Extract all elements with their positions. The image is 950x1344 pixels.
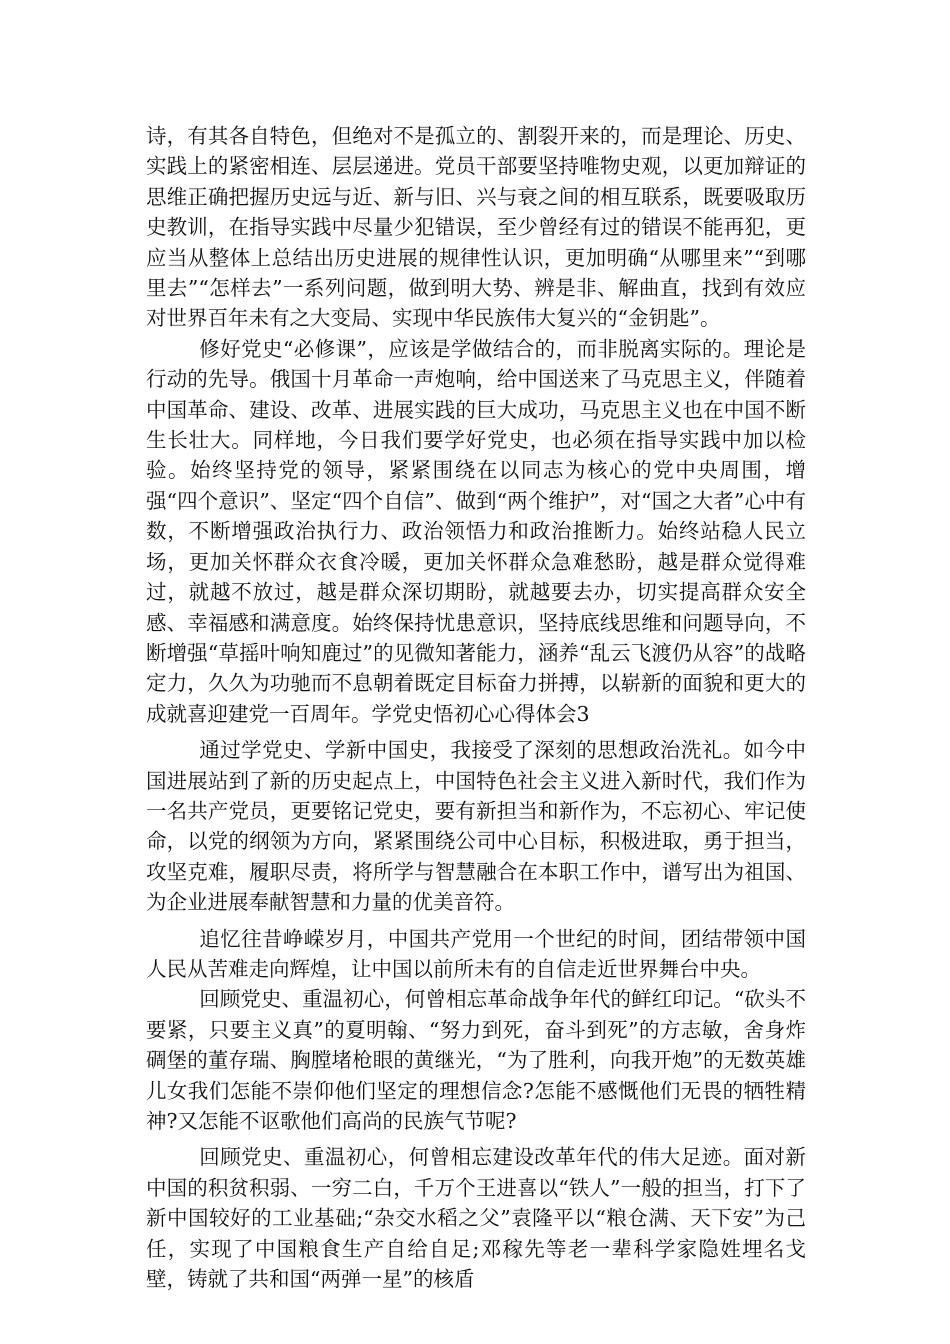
- paragraph: 通过学党史、学新中国史，我接受了深刻的思想政治洗礼。如今中国进展站到了新的历史起点上，中国特色社会主义进入新时代，我们作为一名共产党员，更要铭记党史，要有新担当和新作为，不忘初心、牢记使命，以党的纲领为方向，紧紧围绕公司中心目标，积极进取，勇于担当，攻坚克难，履职尽责，将所学与智慧融合在本职工作中，谱写出为祖国、为企业进展奉献智慧和力量的优美音符。: [146, 738, 806, 915]
- document-body: [146, 121, 806, 1294]
- paragraph: 诗，有其各自特色，但绝对不是孤立的、割裂开来的，而是理论、历史、实践上的紧密相连、层层递进。党员干部要坚持唯物史观，以更加辩证的思维正确把握历史远与近、新与旧、兴与衰之间的相互联系，既要吸取历史教训，在指导实践中尽量少犯错误，至少曾经有过的错误不能再犯，更应当从整体上总结出历史进展的规律性认识，更加明确“从哪里来”“到哪里去”“怎样去”一系列问题，做到明大势、辨是非、解曲直，找到有效应对世界百年未有之大变局、实现中华民族伟大复兴的“金钥匙”。: [146, 124, 806, 331]
- paragraph: 回顾党史、重温初心，何曾相忘革命战争年代的鲜红印记。“砍头不要紧，只要主义真”的夏明翰、“努力到死，奋斗到死”的方志敏，舍身炸碉堡的董存瑞、胸膛堵枪眼的黄继光，“为了胜利，向我开炮”的无数英雄儿女我们怎能不崇仰他们坚定的理想信念?怎能不感慨他们无畏的牺牲精神?又怎能不讴歌他们高尚的民族气节呢?: [146, 987, 806, 1133]
- paragraph: 修好党史“必修课”，应该是学做结合的，而非脱离实际的。理论是行动的先导。俄国十月革命一声炮响，给中国送来了马克思主义，伴随着中国革命、建设、改革、进展实践的巨大成功，马克思主义也在中国不断生长壮大。同样地，今日我们要学好党史，也必须在指导实践中加以检验。始终坚持党的领导，紧紧围绕在以同志为核心的党中央周围，增强“四个意识”、坚定“四个自信”、做到“两个维护”，对“国之大者”心中有数，不断增强政治执行力、政治领悟力和政治推断力。始终站稳人民立场，更加关怀群众衣食冷暖，更加关怀群众急难愁盼，越是群众觉得难过，就越不放过，越是群众深切期盼，就越要去办，切实提高群众安全感、幸福感和满意度。始终保持忧患意识，坚持底线思维和问题导向，不断增强“草摇叶响知鹿过”的见微知著能力，涵养“乱云飞渡仍从容”的战略定力，久久为功驰而不息朝着既定目标奋力拼搏，以崭新的面貌和更大的成就喜迎建党一百周年。学党史悟初心心得体会3: [146, 336, 806, 726]
- paragraph: 回顾党史、重温初心，何曾相忘建设改革年代的伟大足迹。面对新中国的积贫积弱、一穷二白，千万个王进喜以“铁人”一般的担当，打下了新中国较好的工业基础;“杂交水稻之父”袁隆平以“粮仓满、天下安”为己任，实现了中国粮食生产自给自足;邓稼先等老一辈科学家隐姓埋名戈壁，铸就了共和国“两弹一星”的核盾: [146, 1145, 806, 1292]
- paragraph: 追忆往昔峥嵘岁月，中国共产党用一个世纪的时间，团结带领中国人民从苦难走向辉煌，让中国以前所未有的自信走近世界舞台中央。: [146, 926, 806, 981]
